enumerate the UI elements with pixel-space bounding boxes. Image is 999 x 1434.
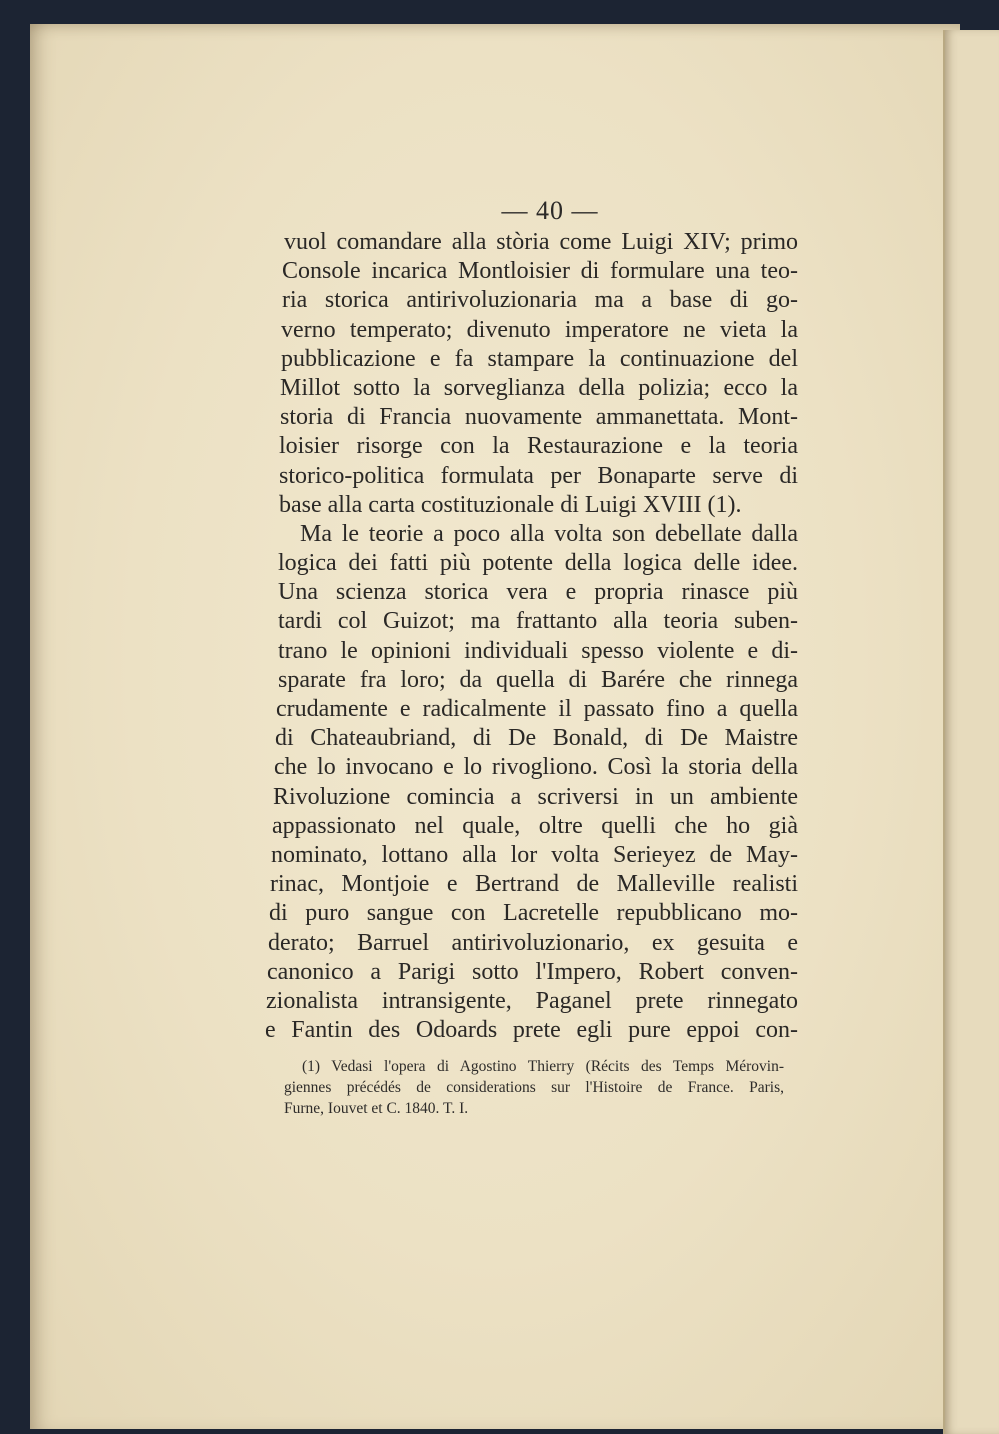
text-line: sparate fra loro; da quella di Barére che rinnega <box>278 666 798 693</box>
text-line: appassionato nel quale, oltre quelli che ho già <box>272 812 798 839</box>
text-line: ria storica antirivoluzionaria ma a base di go- <box>282 287 798 314</box>
text-line: derato; Barruel antirivoluzionario, ex gesuita e <box>268 929 798 956</box>
text-line: che lo invocano e lo rivogliono. Così la storia della <box>274 754 798 781</box>
text-line: storico-politica formulata per Bonaparte serve di <box>279 462 798 489</box>
text-line: vuol comandare alla stòria come Luigi XIV; primo <box>284 229 798 255</box>
text-line: Millot sotto la sorveglianza della polizia; ecco la <box>280 374 798 401</box>
text-line: base alla carta costituzionale di Luigi XVIII (1). <box>279 491 742 518</box>
text-line: nominato, lottano alla lor volta Serieyez de May- <box>271 841 798 868</box>
text-line: e Fantin des Odoards prete egli pure eppoi con- <box>265 1017 798 1044</box>
next-page-edge <box>945 30 999 1434</box>
text-line: trano le opinioni individuali spesso violente e di- <box>278 637 798 664</box>
footnote-line: giennes précédés de considerations sur l'Histoire de France. Paris, <box>284 1079 784 1096</box>
text-line: storia di Francia nuovamente ammanettata. Mont- <box>280 404 798 431</box>
text-line: canonico a Parigi sotto l'Impero, Robert conven- <box>267 958 798 985</box>
text-line: di Chateaubriand, di De Bonald, di De Maistre <box>275 725 798 752</box>
footnote-line: (1) Vedasi l'opera di Agostino Thierry (Récits des Temps Mérovin- <box>302 1058 784 1075</box>
text-line: di puro sangue con Lacretelle repubblicano mo- <box>269 900 798 927</box>
text-line: loisier risorge con la Restaurazione e la teoria <box>279 433 798 460</box>
text-line: Console incarica Montloisier di formulare una teo- <box>282 258 798 285</box>
text-line: rinac, Montjoie e Bertrand de Malleville realisti <box>270 871 798 898</box>
text-line: Ma le teorie a poco alla volta son debellate dalla <box>300 520 798 547</box>
page-number-header: — 40 — <box>501 196 599 225</box>
text-line: zionalista intransigente, Paganel prete rinnegato <box>266 987 798 1014</box>
text-line: tardi col Guizot; ma frattanto alla teoria suben- <box>278 608 798 635</box>
text-line: logica dei fatti più potente della logica delle idee. <box>278 550 798 577</box>
text-line: Rivoluzione comincia a scriversi in un ambiente <box>273 783 798 810</box>
text-line: verno temperato; divenuto imperatore ne vieta la <box>281 316 798 343</box>
text-line: crudamente e radicalmente il passato fino a quella <box>276 696 798 722</box>
text-line: Una scienza storica vera e propria rinasce più <box>278 579 798 606</box>
text-line: pubblicazione e fa stampare la continuazione del <box>281 345 798 372</box>
footnote <box>284 1056 784 1119</box>
footnote-line: Furne, Iouvet et C. 1840. T. I. <box>284 1100 469 1117</box>
body-text <box>265 228 798 1045</box>
